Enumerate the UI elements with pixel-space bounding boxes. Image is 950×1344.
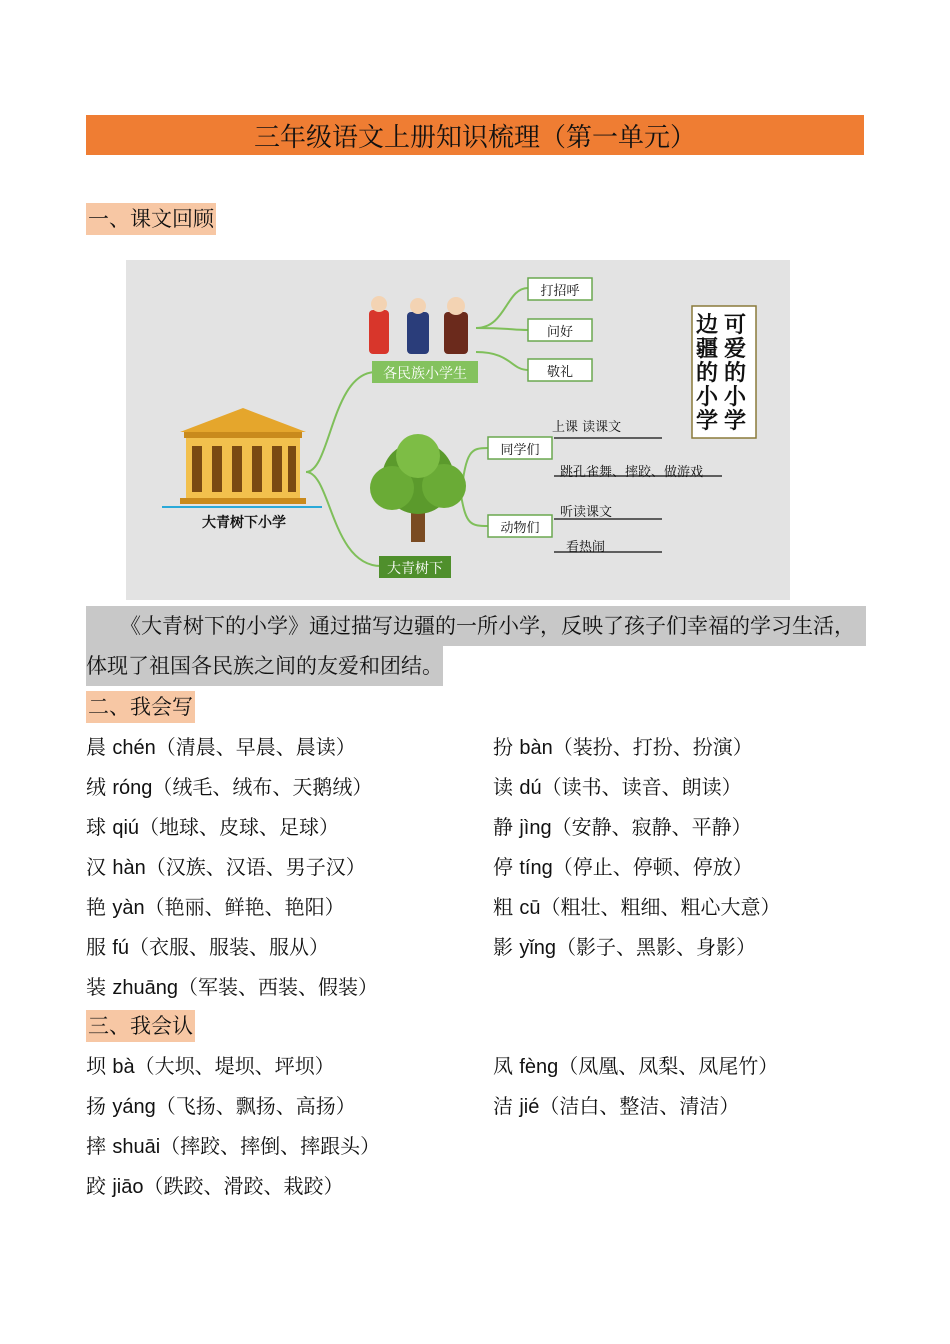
vocab-row: 晨 chén（清晨、早晨、晨读） (86, 735, 356, 759)
connector-root-branch1 (306, 372, 376, 472)
vocab-row: 球 qiú（地球、皮球、足球） (86, 815, 340, 839)
mindmap-figure (126, 260, 790, 600)
mindmap-side-title: 边疆的小学 (696, 313, 719, 434)
vocab-row: 读 dú（读书、读音、朗读） (493, 775, 742, 799)
vocab-row: 粗 cū（粗壮、粗细、粗心大意） (493, 895, 781, 919)
page-title (86, 115, 864, 155)
vocab-row: 凤 fèng（凤凰、凤梨、凤尾竹） (493, 1054, 779, 1078)
mindmap-leaf: 跳孔雀舞、摔跤、做游戏 (560, 465, 704, 480)
vocab-row: 服 fú（衣服、服装、服从） (86, 935, 330, 959)
mindmap-sub-animals: 动物们 (500, 521, 540, 536)
school-building-icon (162, 408, 322, 508)
page-title-text: 三年级语文上册知识梳理（第一单元） (253, 122, 696, 153)
section-heading-write: 二、我会写 (86, 691, 195, 723)
mindmap-leaf: 上课 读课文 (552, 420, 622, 435)
mindmap-svg (126, 260, 790, 600)
vocab-row: 扬 yáng（飞扬、飘扬、高扬） (86, 1094, 356, 1118)
connector-root-branch2 (306, 472, 381, 566)
vocab-row: 影 yǐng（影子、黑影、身影） (493, 935, 757, 959)
vocab-row: 扮 bàn（装扮、打扮、扮演） (493, 735, 753, 759)
mindmap-side-title: 可爱的小学 (724, 313, 747, 434)
mindmap-branch-students: 各民族小学生 (383, 366, 467, 382)
ethnic-children-icon (369, 296, 468, 354)
mindmap-leaf: 打招呼 (540, 284, 580, 299)
vocab-row: 装 zhuāng（军装、西装、假装） (86, 975, 378, 999)
vocab-row: 艳 yàn（艳丽、鲜艳、艳阳） (86, 895, 345, 919)
vocab-row: 跤 jiāo（跌跤、滑跤、栽跤） (86, 1174, 344, 1198)
mindmap-leaf: 敬礼 (546, 365, 573, 380)
mindmap-leaf: 看热闹 (566, 540, 606, 555)
mindmap-leaf: 问好 (546, 325, 573, 340)
vocab-row: 洁 jié（洁白、整洁、清洁） (493, 1094, 740, 1118)
vocab-row: 绒 róng（绒毛、绒布、天鹅绒） (86, 775, 373, 799)
mindmap-leaf: 听读课文 (560, 505, 613, 520)
vocab-row: 静 jìng（安静、寂静、平静） (493, 815, 752, 839)
vocab-row: 坝 bà（大坝、堤坝、坪坝） (86, 1054, 335, 1078)
connector-leaf3 (476, 352, 528, 370)
summary-line-2: 体现了祖国各民族之间的友爱和团结。 (86, 646, 443, 686)
big-tree-icon (370, 434, 466, 542)
summary-line-1: 《大青树下的小学》通过描写边疆的一所小学，反映了孩子们幸福的学习生活， (86, 606, 866, 646)
connector-leaf1 (476, 288, 528, 328)
vocab-row: 摔 shuāi（摔跤、摔倒、摔跟头） (86, 1134, 381, 1158)
mindmap-sub-classmates: 同学们 (500, 443, 540, 458)
mindmap-root-label: 大青树下小学 (202, 515, 286, 531)
vocab-row: 汉 hàn（汉族、汉语、男子汉） (86, 855, 366, 879)
section-heading-review: 一、课文回顾 (86, 203, 216, 235)
connector-leaf2 (476, 328, 528, 330)
section-heading-recognize: 三、我会认 (86, 1010, 195, 1042)
mindmap-branch-tree: 大青树下 (387, 561, 443, 577)
vocab-row: 停 tíng（停止、停顿、停放） (493, 855, 753, 879)
connector-branch2-sub2 (461, 495, 488, 526)
